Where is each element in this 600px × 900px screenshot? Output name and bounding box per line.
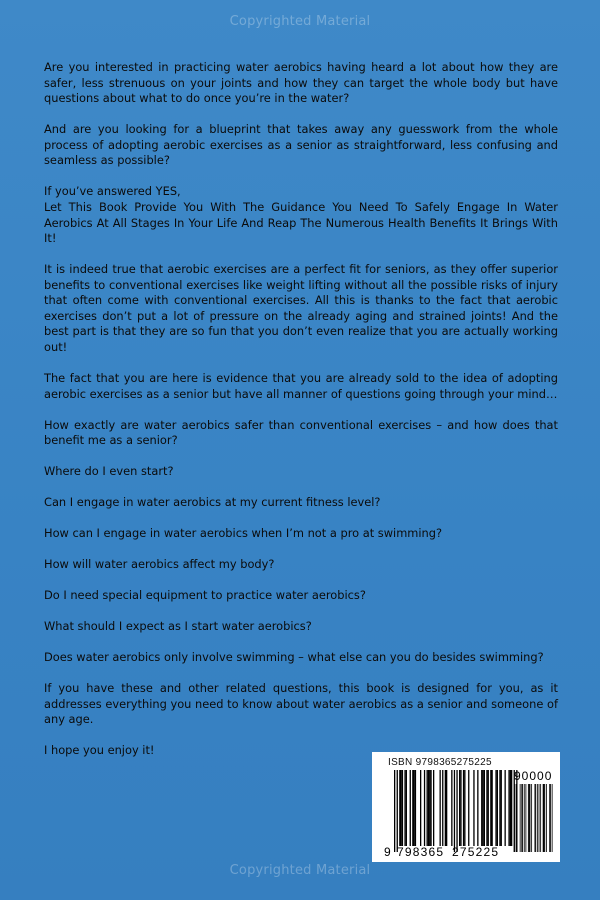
- paragraph-headline: Let This Book Provide You With The Guidance You Need To Safely Engage In Water Aerobics At All Stages In Your Life And Reap The Numerous Health Benefits It Brings With It!: [44, 199, 558, 246]
- barcode-bar: [501, 770, 502, 846]
- addon-bar: [530, 784, 531, 852]
- barcode-bar: [406, 770, 407, 846]
- barcode-bar: [446, 770, 447, 846]
- question-besides-swimming: Does water aerobics only involve swimming – what else can you do besides swimming?: [44, 650, 544, 665]
- barcode-bar: [490, 770, 491, 846]
- addon-bar: [537, 784, 538, 852]
- barcode-first-digit: 9: [384, 845, 391, 859]
- question-equipment: Do I need special equipment to practice water aerobics?: [44, 588, 366, 603]
- watermark-bottom: Copyrighted Material: [229, 863, 371, 878]
- barcode-bar: [511, 770, 512, 846]
- addon-bar: [549, 784, 550, 852]
- question-swimming-pro: How can I engage in water aerobics when I’m not a pro at swimming?: [44, 526, 443, 541]
- barcode-bar: [456, 770, 457, 852]
- question-fitness-level: Can I engage in water aerobics at my current fitness level?: [44, 495, 381, 510]
- paragraph-evidence: The fact that you are here is evidence that you are already sold to the idea of adopting aerobic exercises as a senior but have all manner of questions going through your mind…: [44, 371, 558, 401]
- question-expect: What should I expect as I start water aerobics?: [44, 619, 312, 634]
- barcode-bar: [477, 770, 478, 846]
- ean13-bars: [394, 770, 518, 852]
- barcode-bar: [433, 770, 434, 846]
- barcode-bar: [473, 770, 474, 846]
- barcode-bar: [440, 770, 441, 846]
- addon-bars: [514, 784, 553, 852]
- blurb-text: [44, 60, 558, 774]
- barcode-bar: [451, 770, 452, 846]
- addon-bar: [543, 784, 544, 852]
- barcode-bar: [510, 770, 511, 846]
- barcode-bar: [484, 770, 485, 846]
- barcode-bar: [397, 770, 398, 852]
- barcode-bar: [402, 770, 403, 846]
- addon-bar: [528, 784, 529, 852]
- paragraph-benefits: It is indeed true that aerobic exercises are a perfect fit for seniors, as they offer superior benefits to conventional exercises like weight lifting without all the possible risks of injury that often come with conventional exercises. All this is thanks to the fact that aerobic exercises don’t put a lot of pressure on the already aging and strained joints! And the best part is that they are so fun that you don’t even realize that you are actually working out!: [44, 262, 558, 355]
- paragraph-answered-yes: If you’ve answered YES,: [44, 184, 181, 199]
- barcode-bar: [463, 770, 464, 846]
- barcode-left-digits: 798365: [397, 845, 445, 859]
- barcode-bar: [482, 770, 483, 846]
- barcode-bar: [404, 770, 405, 846]
- addon-bar: [535, 784, 536, 852]
- addon-bar: [531, 784, 532, 852]
- addon-bar: [539, 784, 540, 852]
- addon-bar: [550, 784, 551, 852]
- addon-bar: [516, 784, 517, 852]
- barcode-bar: [394, 770, 395, 852]
- barcode-bar: [399, 770, 400, 846]
- barcode-bar: [459, 770, 460, 846]
- barcode-bar: [454, 770, 455, 852]
- barcode-bar: [495, 770, 496, 846]
- barcode-bar: [428, 770, 429, 846]
- addon-bar: [544, 784, 545, 852]
- barcode-bar: [415, 770, 416, 846]
- addon-bar: [552, 784, 553, 852]
- barcode-bar: [486, 770, 487, 846]
- barcode-bar: [508, 770, 509, 846]
- barcode-bar: [460, 770, 461, 846]
- barcode-bar: [505, 770, 506, 846]
- addon-bar: [514, 784, 515, 852]
- paragraph-enjoy: I hope you enjoy it!: [44, 743, 155, 758]
- barcode-bar: [430, 770, 431, 846]
- addon-bar: [524, 784, 525, 852]
- barcode-bar: [427, 770, 428, 846]
- question-body-effect: How will water aerobics affect my body?: [44, 557, 275, 572]
- barcode-addon-digits: 90000: [514, 769, 553, 783]
- question-start: Where do I even start?: [44, 464, 174, 479]
- barcode-bar: [410, 770, 411, 846]
- addon-bar: [521, 784, 522, 852]
- watermark-top: Copyrighted Material: [229, 14, 371, 29]
- barcode-bar: [429, 770, 430, 846]
- question-safer: How exactly are water aerobics safer than conventional exercises – and how does that benefit me as a senior?: [44, 417, 558, 448]
- barcode-graphic: [380, 768, 554, 860]
- barcode-bar: [497, 770, 498, 846]
- barcode-bar: [445, 770, 446, 846]
- isbn-label: ISBN 9798365275225: [388, 757, 492, 768]
- paragraph-intro-question: Are you interested in practicing water aerobics having heard a lot about how they are safer, less strenuous on your joints and how they can target the whole body but have questions about what to do once you’re in the water?: [44, 60, 558, 106]
- barcode-bar: [499, 770, 500, 846]
- addon-bar: [520, 784, 521, 852]
- barcode-bar: [492, 770, 493, 846]
- addon-bar: [544, 784, 545, 852]
- addon-bar: [525, 784, 526, 852]
- barcode-bar: [420, 770, 421, 846]
- addon-bar: [529, 784, 530, 852]
- barcode-bar: [401, 770, 402, 846]
- addon-bar: [546, 784, 547, 852]
- barcode-bar: [424, 770, 425, 846]
- barcode-bar: [464, 770, 465, 846]
- isbn-barcode-box: [372, 752, 560, 862]
- addon-bar: [540, 784, 541, 852]
- barcode-bar: [414, 770, 415, 846]
- paragraph-blueprint-question: And are you looking for a blueprint that takes away any guesswork from the whole process of adopting aerobic exercises as a senior as straightforward, less confusing and seamless as possible?: [44, 122, 558, 168]
- barcode-bar: [481, 770, 482, 846]
- barcode-bar: [468, 770, 469, 846]
- barcode-right-digits: 275225: [452, 845, 500, 859]
- addon-bar: [516, 784, 517, 852]
- paragraph-conclusion: If you have these and other related questions, this book is designed for you, as it addresses everything you need to know about water aerobics as a senior and someone of any age.: [44, 681, 558, 727]
- barcode-bar: [488, 770, 489, 846]
- barcode-bar: [442, 770, 443, 846]
- barcode-bar: [412, 770, 413, 846]
- addon-bar: [522, 784, 523, 852]
- addon-bar: [535, 784, 536, 852]
